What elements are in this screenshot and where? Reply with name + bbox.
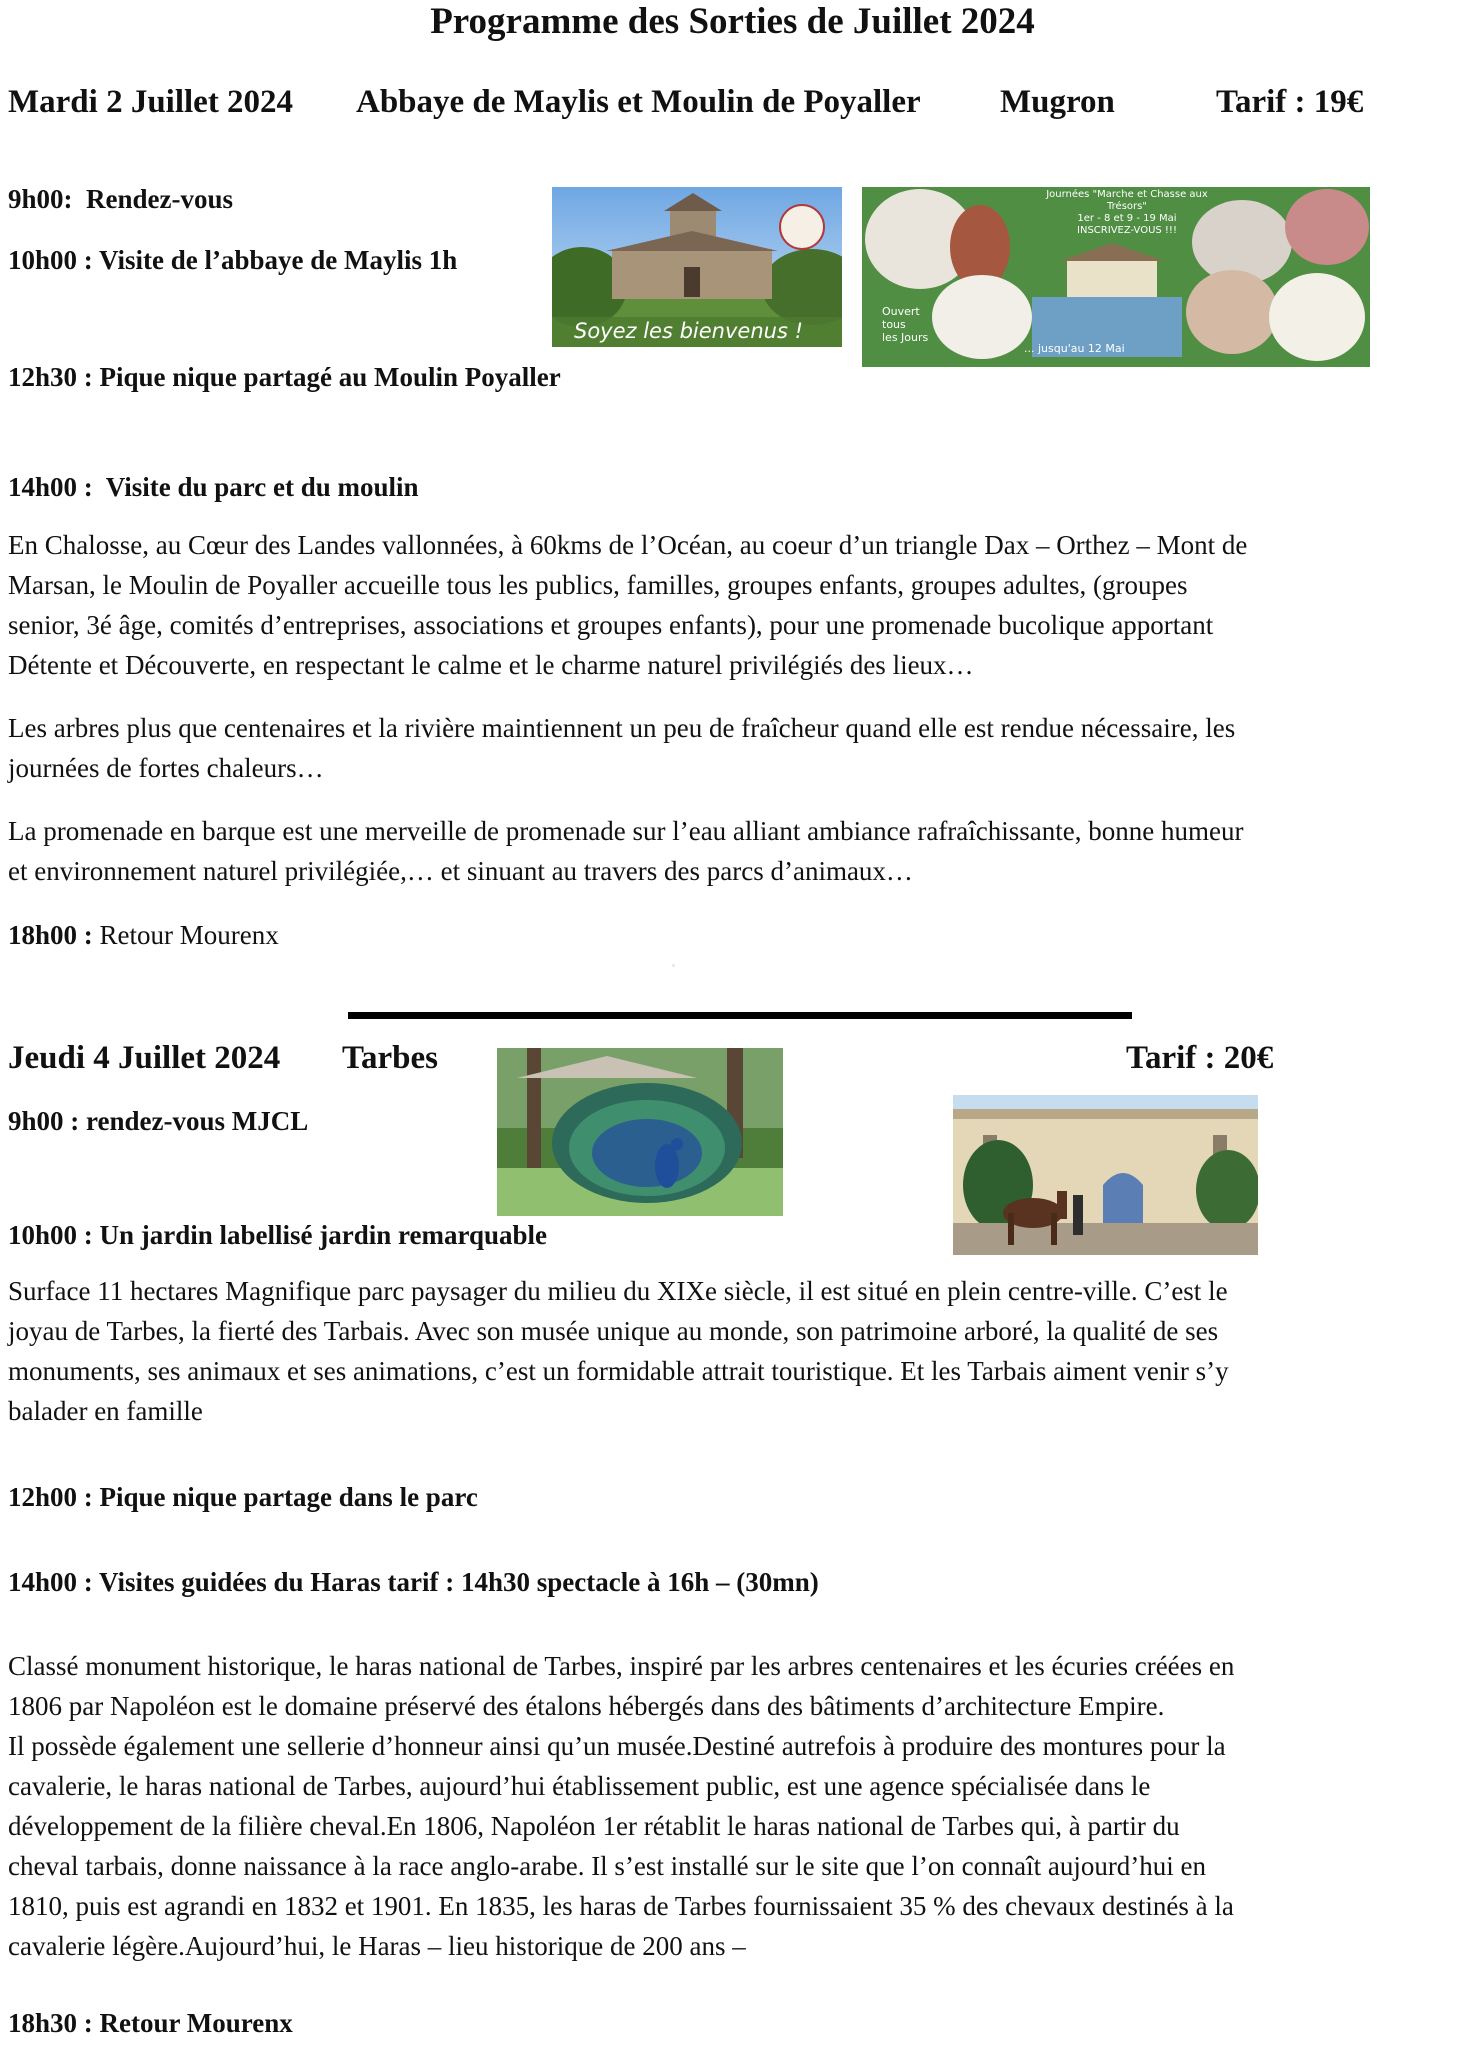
- outing1-place: Abbaye de Maylis et Moulin de Poyaller: [356, 84, 921, 120]
- moulin-collage-until: ... jusqu'au 12 Mai: [1024, 342, 1125, 355]
- outing2-paragraph-1: Surface 11 hectares Magnifique parc paysager du milieu du XIXe siècle, il est situé en plein centre-ville. C’est le joyau de Tarbes, la fierté des Tarbais. Avec son musée unique au monde, son patrimoine arboré, la qualité de ses monuments, ses animaux et ses animations, c’est un formidable attrait touristique. Et les Tarbais aiment venir s’y balader en famille: [8, 1276, 1229, 1426]
- abbey-photo-caption: Soyez les bienvenus !: [574, 319, 803, 343]
- outing2-town: Tarbes: [342, 1040, 438, 1076]
- outing2-date: Jeudi 4 Juillet 2024: [8, 1040, 281, 1076]
- outing1-paragraph-3: La promenade en barque est une merveille de promenade sur l’eau alliant ambiance rafraîchissante, bonne humeur et environnement naturel privilégiée,… et sinuant au travers des parcs d’animaux…: [8, 816, 1244, 886]
- moulin-collage-open: Ouvert tous les Jours: [882, 305, 929, 344]
- outing1-paragraph-1: En Chalosse, au Cœur des Landes vallonnées, à 60kms de l’Océan, au coeur d’un triangle Dax – Orthez – Mont de Marsan, le Moulin de Poyaller accueille tous les publics, familles, groupes enfants, groupes adultes, (groupes senior, 3é âge, comités d’entreprises, associations et groupes enfants), pour une promenade bucolique apportant Détente et Découverte, en respectant le calme et le charme naturel privilégiés des lieux…: [8, 530, 1248, 680]
- section-divider: [348, 1012, 1132, 1019]
- stray-dot: [672, 964, 675, 967]
- outing1-return: 18h00 : Retour Mourenx: [8, 920, 279, 950]
- outing1-step-picnic: 12h30 : Pique nique partagé au Moulin Poyaller: [8, 362, 561, 392]
- outing1-paragraph-2: Les arbres plus que centenaires et la rivière maintiennent un peu de fraîcheur quand elle est rendue nécessaire, les journées de fortes chaleurs…: [8, 713, 1236, 783]
- outing1-step-rendezvous: 9h00: Rendez-vous: [8, 184, 234, 214]
- abbey-photo: [552, 187, 842, 347]
- page-title: Programme des Sorties de Juillet 2024: [430, 1, 1035, 42]
- haras-photo: [953, 1095, 1258, 1255]
- outing1-town: Mugron: [1000, 84, 1115, 120]
- outing2-step-garden: 10h00 : Un jardin labellisé jardin remarquable: [8, 1220, 548, 1250]
- moulin-collage-header: Journées "Marche et Chasse aux Trésors" 1er - 8 et 9 - 19 Mai INSCRIVEZ-VOUS !!!: [1046, 189, 1208, 236]
- outing1-price: Tarif : 19€: [1216, 84, 1364, 120]
- outing2-return: 18h30 : Retour Mourenx: [8, 2008, 293, 2038]
- outing2-step-rendezvous: 9h00 : rendez-vous MJCL: [8, 1106, 309, 1136]
- outing1-date: Mardi 2 Juillet 2024: [8, 84, 294, 120]
- outing2-price: Tarif : 20€: [1126, 1040, 1274, 1076]
- outing2-step-picnic: 12h00 : Pique nique partage dans le parc: [8, 1482, 478, 1512]
- moulin-collage-photo: [862, 187, 1370, 367]
- outing2-paragraph-2: Classé monument historique, le haras national de Tarbes, inspiré par les arbres centenaires et les écuries créées en 1806 par Napoléon est le domaine préservé des étalons hébergés dans des bâtiments d’architecture Empire. Il possède également une sellerie d’honneur ainsi qu’un musée.Destiné autrefois à produire des montures pour la cavalerie, le haras national de Tarbes, aujourd’hui établissement public, est une agence spécialisée dans le développement de la filière cheval.En 1806, Napoléon 1er rétablit le haras national de Tarbes qui, à partir du cheval tarbais, donne naissance à la race anglo-arabe. Il s’est installé sur le site que l’on connaît aujourd’hui en 1810, puis est agrandi en 1832 et 1901. En 1835, les haras de Tarbes fournissaient 35 % des chevaux destinés à la cavalerie légère.Aujourd’hui, le Haras – lieu historique de 200 ans –: [8, 1651, 1235, 1961]
- outing2-step-haras: 14h00 : Visites guidées du Haras tarif : 14h30 spectacle à 16h – (30mn): [8, 1567, 819, 1597]
- outing1-step-abbey: 10h00 : Visite de l’abbaye de Maylis 1h: [8, 245, 458, 275]
- outing1-step-park: 14h00 : Visite du parc et du moulin: [8, 472, 419, 502]
- peacock-photo: [497, 1048, 783, 1216]
